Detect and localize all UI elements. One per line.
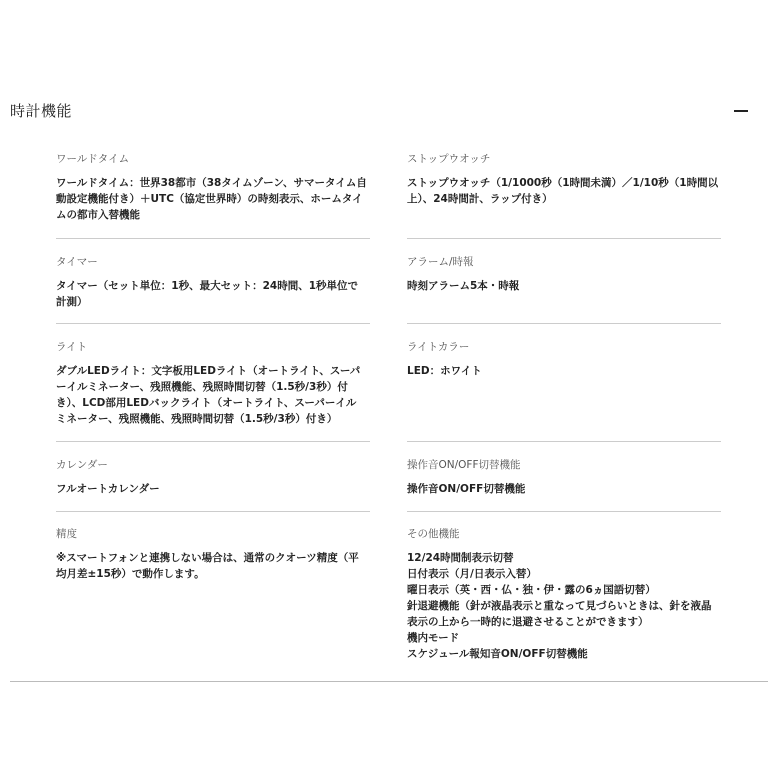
spec-value-line: 上）、24時間計、ラップ付き） — [407, 193, 553, 205]
spec-label: その他機能 — [407, 528, 460, 540]
spec-value-line: 操作音ON/OFF切替機能 — [407, 483, 526, 495]
spec-value — [56, 481, 370, 497]
spec-value-line: 機内モード — [407, 632, 460, 644]
divider — [407, 441, 721, 442]
spec-value-line: ムの都市入替機能 — [56, 209, 140, 221]
spec-value — [56, 175, 370, 223]
spec-value-line: ーイルミネーター、残照機能、残照時間切替（1.5秒/3秒）付 — [56, 381, 348, 393]
collapse-icon[interactable] — [733, 102, 749, 118]
spec-label: ライト — [56, 341, 88, 353]
spec-label: ワールドタイム — [56, 153, 130, 165]
divider — [56, 511, 370, 512]
minus-bar — [734, 110, 748, 112]
spec-value-line: 均月差±15秒）で動作します。 — [56, 568, 205, 580]
divider — [407, 238, 721, 239]
spec-value-line: スケジュール報知音ON/OFF切替機能 — [407, 648, 588, 660]
spec-label: アラーム/時報 — [407, 256, 474, 268]
spec-value — [407, 481, 721, 497]
spec-value-line: 針退避機能（針が液晶表示と重なって見づらいときは、針を液晶 — [407, 600, 712, 612]
spec-value — [407, 175, 721, 207]
spec-label: カレンダー — [56, 459, 108, 471]
spec-value-line: 動設定機能付き）＋UTC（協定世界時）の時刻表示、ホームタイ — [56, 193, 363, 205]
divider — [407, 511, 721, 512]
spec-value — [407, 278, 721, 294]
spec-label: ストップウオッチ — [407, 153, 491, 165]
divider — [56, 441, 370, 442]
spec-label: タイマー — [56, 256, 98, 268]
spec-value-line: ワールドタイム：世界38都市（38タイムゾーン、サマータイム自 — [56, 177, 367, 189]
section-title: 時計機能 — [10, 102, 73, 120]
spec-value-line: フルオートカレンダー — [56, 483, 160, 495]
divider — [407, 323, 721, 324]
spec-value — [56, 550, 370, 582]
spec-value — [56, 278, 370, 310]
spec-value — [407, 363, 721, 379]
spec-label: 操作音ON/OFF切替機能 — [407, 459, 521, 471]
spec-value — [407, 550, 721, 662]
spec-value-line: タイマー（セット単位：1秒、最大セット：24時間、1秒単位で — [56, 280, 359, 292]
spec-value-line: ※スマートフォンと連携しない場合は、通常のクオーツ精度（平 — [56, 552, 359, 564]
spec-value-line: き）、LCD部用LEDバックライト（オートライト、スーパーイル — [56, 397, 357, 409]
spec-value-line: ミネーター、残照機能、残照時間切替（1.5秒/3秒）付き） — [56, 413, 338, 425]
spec-value-line: 計測） — [56, 296, 88, 308]
spec-value-line: 曜日表示（英・西・仏・独・伊・露の6ヵ国語切替） — [407, 584, 656, 596]
spec-value — [56, 363, 370, 427]
divider — [56, 238, 370, 239]
spec-value-line: LED：ホワイト — [407, 365, 482, 377]
spec-label: ライトカラー — [407, 341, 470, 353]
spec-value-line: 表示の上から一時的に退避させることができます） — [407, 616, 649, 628]
divider — [56, 323, 370, 324]
spec-value-line: ストップウオッチ（1/1000秒（1時間未満）／1/10秒（1時間以 — [407, 177, 719, 189]
section-bottom-divider — [10, 681, 768, 682]
spec-value-line: 12/24時間制表示切替 — [407, 552, 514, 564]
spec-value-line: 日付表示（月/日表示入替） — [407, 568, 537, 580]
section-header[interactable] — [0, 96, 773, 124]
spec-label: 精度 — [56, 528, 77, 540]
spec-value-line: 時刻アラーム5本・時報 — [407, 280, 520, 292]
spec-value-line: ダブルLEDライト：文字板用LEDライト（オートライト、スーパ — [56, 365, 361, 377]
